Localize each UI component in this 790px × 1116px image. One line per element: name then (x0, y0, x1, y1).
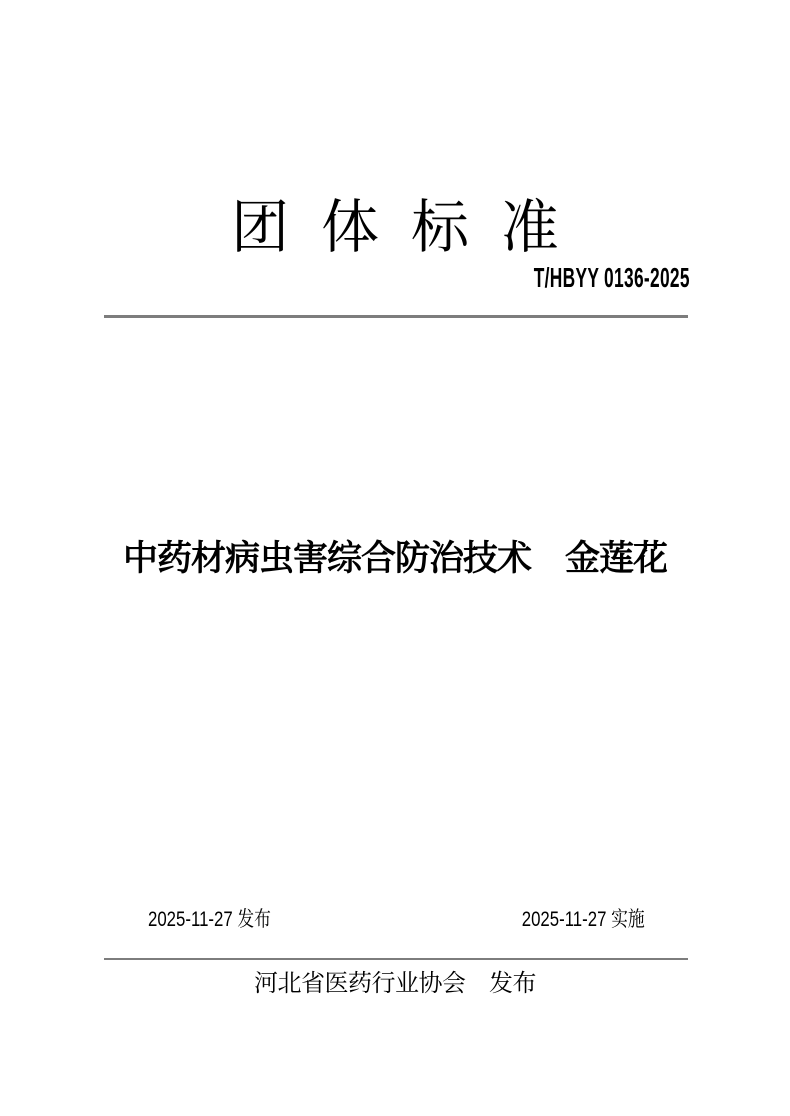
document-type-heading: 团体标准 (231, 195, 591, 260)
implement-date: 2025-11-27 实施 (522, 908, 645, 931)
publisher: 河北省医药行业协会 发布 (254, 970, 536, 997)
standard-title: 中药材病虫害综合防治技术 金莲花 (122, 539, 667, 578)
standard-number: T/HBYY 0136-2025 (533, 262, 690, 293)
header-rule (104, 315, 688, 318)
issue-date: 2025-11-27 发布 (148, 908, 271, 931)
footer-rule (104, 958, 688, 960)
